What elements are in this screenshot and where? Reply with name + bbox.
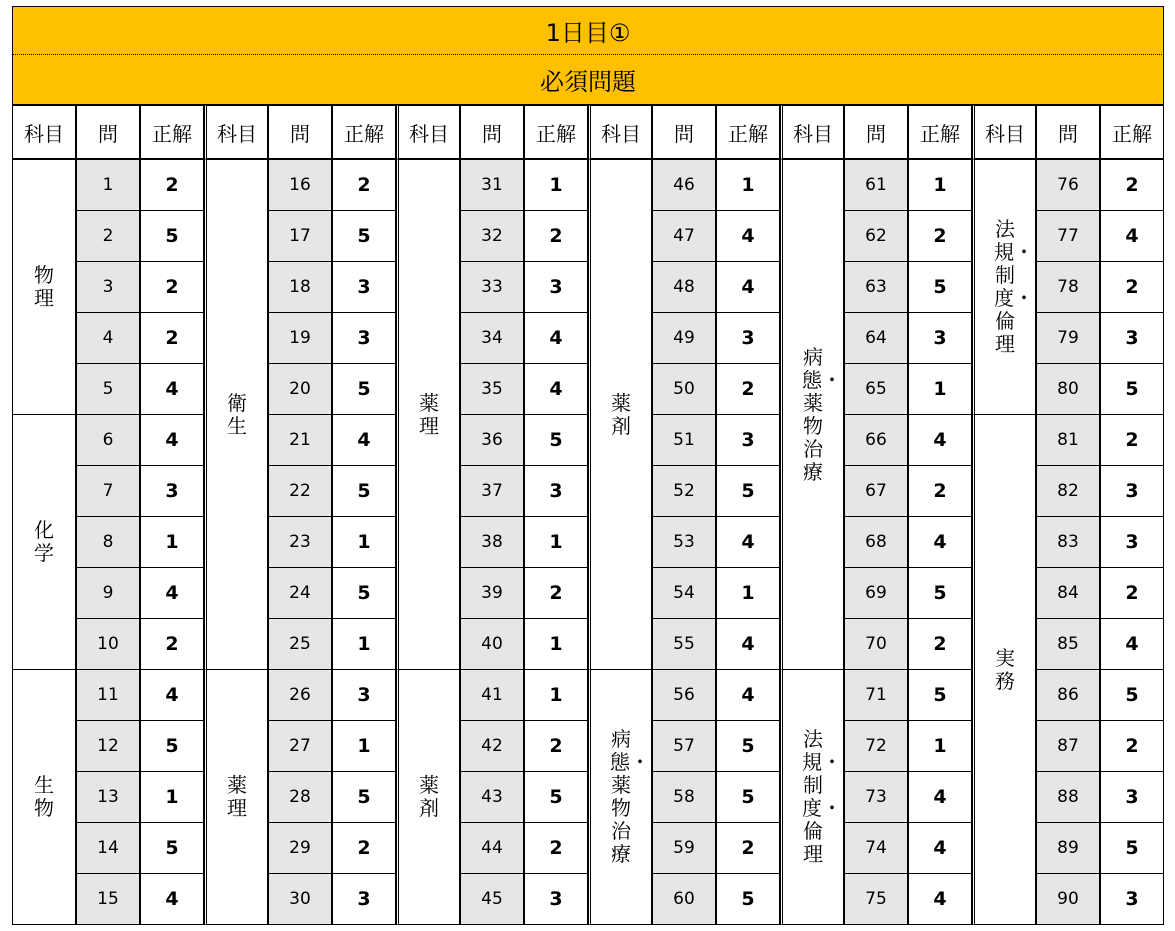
question-number: 69 — [844, 567, 908, 619]
question-number: 5 — [76, 363, 140, 415]
question-number: 31 — [460, 159, 524, 211]
question-number: 7 — [76, 465, 140, 517]
answer-value: 5 — [332, 210, 396, 262]
answer-value: 4 — [716, 669, 780, 721]
header-subject: 科目 — [972, 105, 1036, 159]
answer-value: 2 — [140, 312, 204, 364]
header-answer: 正解 — [140, 105, 204, 159]
answer-value: 1 — [524, 159, 588, 211]
subject-cell — [12, 669, 76, 925]
question-number: 35 — [460, 363, 524, 415]
answer-value: 2 — [716, 822, 780, 874]
answer-value: 4 — [1100, 618, 1164, 670]
question-number: 17 — [268, 210, 332, 262]
subject-label: 生物 — [34, 773, 54, 820]
answer-value: 2 — [140, 261, 204, 313]
answer-sheet — [12, 6, 1164, 924]
answer-value: 2 — [716, 363, 780, 415]
subject-cell — [204, 669, 268, 925]
header-subject: 科目 — [396, 105, 460, 159]
question-number: 4 — [76, 312, 140, 364]
question-number: 85 — [1036, 618, 1100, 670]
answer-value: 4 — [140, 873, 204, 925]
answer-value: 4 — [908, 771, 972, 823]
answer-value: 3 — [524, 261, 588, 313]
answer-value: 2 — [524, 822, 588, 874]
header-answer: 正解 — [524, 105, 588, 159]
answer-value: 5 — [140, 822, 204, 874]
question-number: 53 — [652, 516, 716, 568]
subject-cell — [12, 414, 76, 670]
header-subject: 科目 — [12, 105, 76, 159]
question-number: 23 — [268, 516, 332, 568]
answer-value: 1 — [332, 720, 396, 772]
question-number: 30 — [268, 873, 332, 925]
question-number: 87 — [1036, 720, 1100, 772]
question-number: 43 — [460, 771, 524, 823]
answer-value: 1 — [716, 567, 780, 619]
answer-value: 2 — [332, 159, 396, 211]
page-title: 1日目① — [12, 6, 1164, 55]
subject-cell — [204, 159, 268, 670]
question-number: 52 — [652, 465, 716, 517]
question-number: 48 — [652, 261, 716, 313]
question-number: 66 — [844, 414, 908, 466]
answer-value: 5 — [140, 720, 204, 772]
header-answer: 正解 — [1100, 105, 1164, 159]
question-number: 49 — [652, 312, 716, 364]
subject-label: 法規・制度・倫理 — [994, 217, 1034, 356]
question-number: 76 — [1036, 159, 1100, 211]
answer-value: 5 — [908, 261, 972, 313]
question-number: 75 — [844, 873, 908, 925]
answer-value: 5 — [332, 567, 396, 619]
answer-value: 3 — [1100, 873, 1164, 925]
question-number: 68 — [844, 516, 908, 568]
answer-value: 3 — [908, 312, 972, 364]
answer-table — [12, 105, 1164, 924]
question-number: 81 — [1036, 414, 1100, 466]
answer-value: 3 — [1100, 771, 1164, 823]
question-number: 46 — [652, 159, 716, 211]
subject-label: 物理 — [34, 263, 54, 310]
question-number: 73 — [844, 771, 908, 823]
question-number: 11 — [76, 669, 140, 721]
answer-value: 1 — [332, 618, 396, 670]
answer-value: 5 — [1100, 822, 1164, 874]
question-number: 27 — [268, 720, 332, 772]
question-number: 72 — [844, 720, 908, 772]
question-number: 8 — [76, 516, 140, 568]
header-question: 問 — [268, 105, 332, 159]
subject-cell — [780, 159, 844, 670]
question-number: 18 — [268, 261, 332, 313]
header-subject: 科目 — [780, 105, 844, 159]
question-number: 2 — [76, 210, 140, 262]
header-question: 問 — [844, 105, 908, 159]
answer-value: 5 — [1100, 669, 1164, 721]
question-number: 64 — [844, 312, 908, 364]
answer-value: 2 — [1100, 414, 1164, 466]
question-number: 70 — [844, 618, 908, 670]
header-question: 問 — [460, 105, 524, 159]
answer-value: 3 — [716, 312, 780, 364]
question-number: 32 — [460, 210, 524, 262]
subject-label: 病態・薬物治療 — [802, 344, 842, 484]
answer-value: 5 — [332, 363, 396, 415]
answer-value: 4 — [140, 414, 204, 466]
answer-value: 4 — [716, 261, 780, 313]
answer-value: 5 — [716, 873, 780, 925]
answer-value: 2 — [140, 618, 204, 670]
question-number: 61 — [844, 159, 908, 211]
question-number: 63 — [844, 261, 908, 313]
question-number: 62 — [844, 210, 908, 262]
answer-value: 2 — [908, 210, 972, 262]
question-number: 25 — [268, 618, 332, 670]
question-number: 74 — [844, 822, 908, 874]
question-number: 19 — [268, 312, 332, 364]
header-answer: 正解 — [716, 105, 780, 159]
page-subtitle: 必須問題 — [12, 55, 1164, 105]
question-number: 90 — [1036, 873, 1100, 925]
answer-value: 4 — [332, 414, 396, 466]
answer-value: 3 — [332, 312, 396, 364]
answer-value: 3 — [1100, 465, 1164, 517]
question-number: 14 — [76, 822, 140, 874]
subject-cell — [588, 159, 652, 670]
question-number: 58 — [652, 771, 716, 823]
question-number: 78 — [1036, 261, 1100, 313]
answer-value: 3 — [332, 669, 396, 721]
question-number: 42 — [460, 720, 524, 772]
answer-value: 4 — [524, 363, 588, 415]
question-number: 56 — [652, 669, 716, 721]
header-answer: 正解 — [332, 105, 396, 159]
answer-value: 2 — [332, 822, 396, 874]
answer-value: 5 — [524, 414, 588, 466]
subject-cell — [396, 159, 460, 670]
question-number: 84 — [1036, 567, 1100, 619]
question-number: 88 — [1036, 771, 1100, 823]
header-question: 問 — [76, 105, 140, 159]
answer-value: 1 — [908, 363, 972, 415]
answer-value: 1 — [716, 159, 780, 211]
question-number: 40 — [460, 618, 524, 670]
answer-value: 5 — [908, 567, 972, 619]
question-number: 6 — [76, 414, 140, 466]
answer-value: 3 — [716, 414, 780, 466]
question-number: 38 — [460, 516, 524, 568]
answer-value: 3 — [524, 465, 588, 517]
subject-cell — [12, 159, 76, 415]
question-number: 1 — [76, 159, 140, 211]
answer-value: 1 — [140, 516, 204, 568]
subject-cell — [588, 669, 652, 925]
question-number: 39 — [460, 567, 524, 619]
answer-value: 1 — [524, 516, 588, 568]
question-number: 80 — [1036, 363, 1100, 415]
question-number: 79 — [1036, 312, 1100, 364]
answer-value: 4 — [716, 516, 780, 568]
subject-label: 薬剤 — [419, 773, 439, 820]
answer-value: 5 — [332, 465, 396, 517]
question-number: 9 — [76, 567, 140, 619]
answer-value: 2 — [1100, 159, 1164, 211]
subject-cell — [972, 414, 1036, 925]
answer-value: 3 — [332, 261, 396, 313]
answer-value: 3 — [1100, 516, 1164, 568]
question-number: 89 — [1036, 822, 1100, 874]
answer-value: 4 — [908, 516, 972, 568]
question-number: 45 — [460, 873, 524, 925]
question-number: 24 — [268, 567, 332, 619]
question-number: 12 — [76, 720, 140, 772]
answer-value: 3 — [1100, 312, 1164, 364]
subject-label: 薬剤 — [611, 390, 631, 438]
subject-label: 化学 — [34, 518, 54, 565]
answer-value: 5 — [140, 210, 204, 262]
question-number: 16 — [268, 159, 332, 211]
answer-value: 4 — [716, 618, 780, 670]
header-question: 問 — [1036, 105, 1100, 159]
question-number: 26 — [268, 669, 332, 721]
answer-value: 2 — [140, 159, 204, 211]
header-answer: 正解 — [908, 105, 972, 159]
subject-label: 病態・薬物治療 — [610, 727, 650, 866]
question-number: 55 — [652, 618, 716, 670]
question-number: 15 — [76, 873, 140, 925]
subject-cell — [396, 669, 460, 925]
subject-label: 薬理 — [419, 390, 439, 438]
subject-label: 実務 — [995, 645, 1015, 693]
answer-value: 1 — [908, 159, 972, 211]
question-number: 67 — [844, 465, 908, 517]
question-number: 44 — [460, 822, 524, 874]
answer-value: 1 — [908, 720, 972, 772]
answer-value: 1 — [524, 618, 588, 670]
question-number: 10 — [76, 618, 140, 670]
answer-value: 4 — [140, 363, 204, 415]
answer-value: 1 — [524, 669, 588, 721]
answer-value: 4 — [908, 873, 972, 925]
question-number: 28 — [268, 771, 332, 823]
question-number: 41 — [460, 669, 524, 721]
question-number: 13 — [76, 771, 140, 823]
question-number: 20 — [268, 363, 332, 415]
answer-value: 4 — [908, 414, 972, 466]
subject-label: 衛生 — [227, 390, 247, 438]
question-number: 65 — [844, 363, 908, 415]
question-number: 54 — [652, 567, 716, 619]
answer-value: 5 — [1100, 363, 1164, 415]
answer-value: 2 — [908, 465, 972, 517]
answer-value: 3 — [140, 465, 204, 517]
question-number: 47 — [652, 210, 716, 262]
question-number: 37 — [460, 465, 524, 517]
question-number: 60 — [652, 873, 716, 925]
subject-cell — [972, 159, 1036, 415]
answer-value: 5 — [716, 465, 780, 517]
question-number: 50 — [652, 363, 716, 415]
question-number: 71 — [844, 669, 908, 721]
question-number: 21 — [268, 414, 332, 466]
subject-cell — [780, 669, 844, 925]
header-subject: 科目 — [588, 105, 652, 159]
answer-value: 2 — [524, 720, 588, 772]
question-number: 34 — [460, 312, 524, 364]
header-question: 問 — [652, 105, 716, 159]
answer-value: 2 — [1100, 261, 1164, 313]
question-number: 51 — [652, 414, 716, 466]
answer-value: 1 — [332, 516, 396, 568]
answer-value: 2 — [908, 618, 972, 670]
subject-label: 法規・制度・倫理 — [802, 727, 842, 866]
answer-value: 5 — [908, 669, 972, 721]
answer-value: 5 — [332, 771, 396, 823]
header-subject: 科目 — [204, 105, 268, 159]
question-number: 59 — [652, 822, 716, 874]
answer-value: 2 — [524, 210, 588, 262]
question-number: 77 — [1036, 210, 1100, 262]
question-number: 82 — [1036, 465, 1100, 517]
answer-value: 4 — [1100, 210, 1164, 262]
question-number: 36 — [460, 414, 524, 466]
question-number: 29 — [268, 822, 332, 874]
answer-value: 4 — [140, 567, 204, 619]
answer-value: 3 — [332, 873, 396, 925]
question-number: 83 — [1036, 516, 1100, 568]
answer-value: 1 — [140, 771, 204, 823]
answer-value: 5 — [716, 720, 780, 772]
answer-value: 2 — [1100, 720, 1164, 772]
answer-value: 4 — [716, 210, 780, 262]
subject-label: 薬理 — [227, 773, 247, 820]
answer-value: 4 — [908, 822, 972, 874]
question-number: 57 — [652, 720, 716, 772]
answer-value: 4 — [140, 669, 204, 721]
answer-value: 3 — [524, 873, 588, 925]
answer-value: 5 — [716, 771, 780, 823]
question-number: 33 — [460, 261, 524, 313]
question-number: 3 — [76, 261, 140, 313]
answer-value: 4 — [524, 312, 588, 364]
question-number: 86 — [1036, 669, 1100, 721]
answer-value: 2 — [1100, 567, 1164, 619]
question-number: 22 — [268, 465, 332, 517]
answer-value: 5 — [524, 771, 588, 823]
answer-value: 2 — [524, 567, 588, 619]
